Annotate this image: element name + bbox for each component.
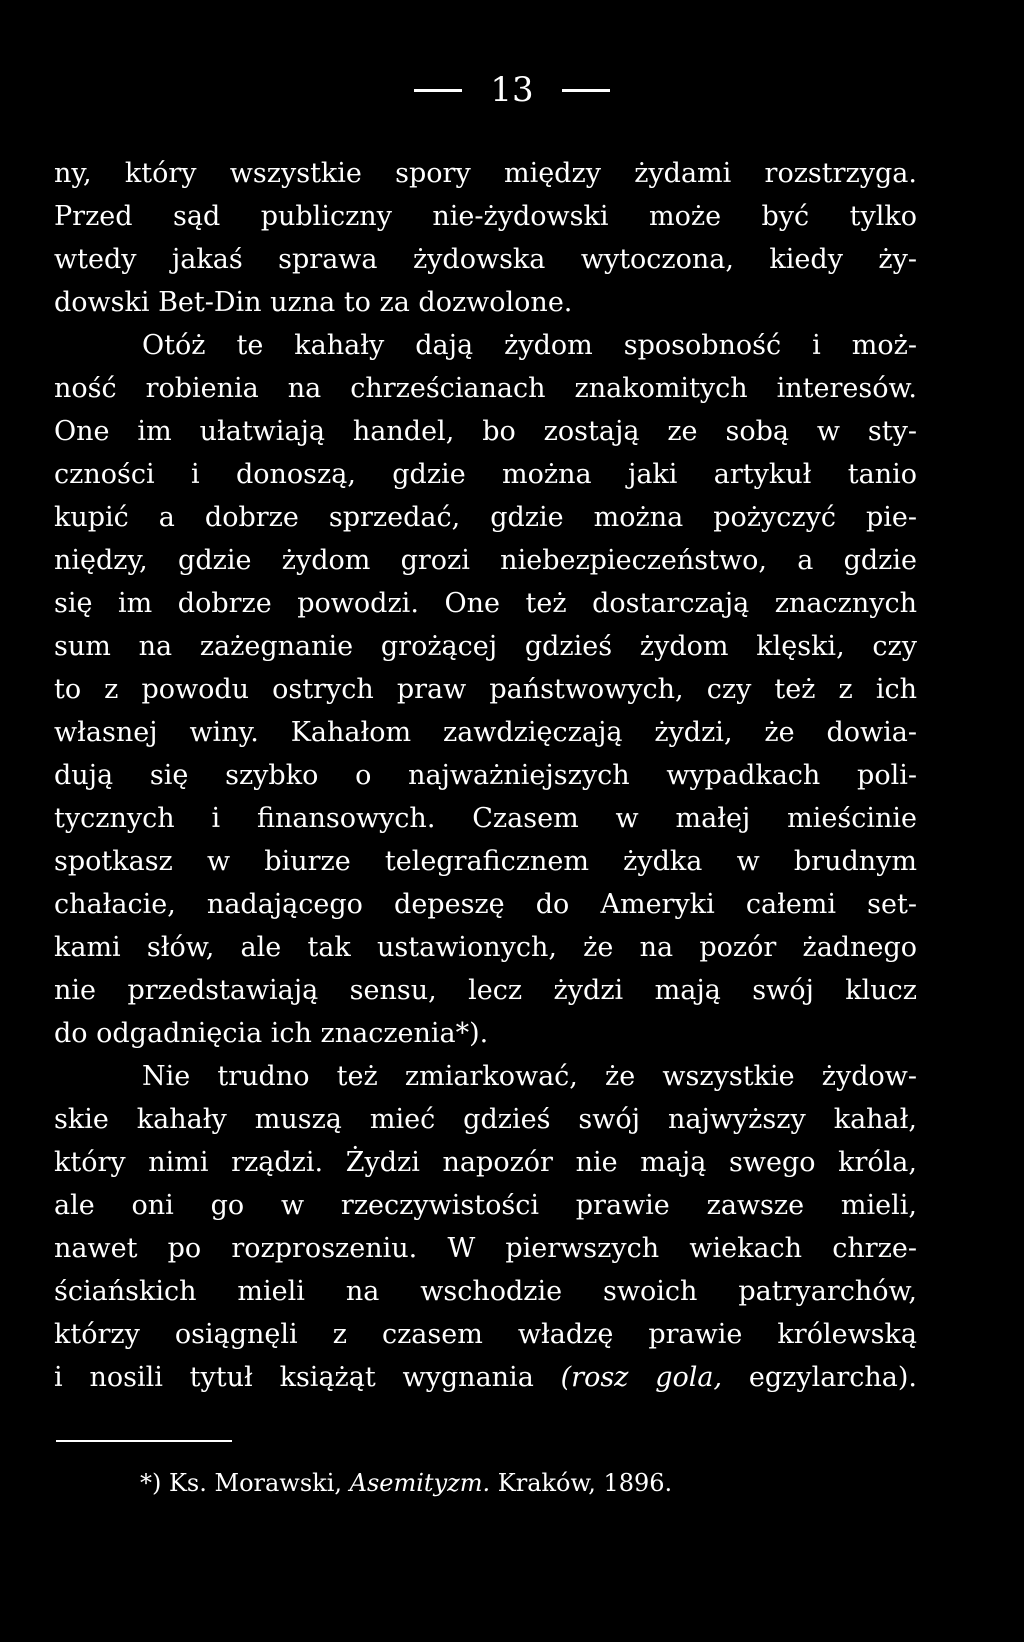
text-line: chałacie, nadającego depeszę do Ameryki całemi set- <box>54 889 917 920</box>
text-line: Przed sąd publiczny nie-żydowski może być tylko <box>54 201 917 232</box>
text-line: skie kahały muszą mieć gdzieś swój najwyższy kahał, <box>54 1104 917 1135</box>
text-line: Otóż te kahały dają żydom sposobność i moż- <box>142 330 917 361</box>
text-line: One im ułatwiają handel, bo zostają ze sobą w sty- <box>54 416 917 447</box>
right-dash <box>562 89 610 92</box>
final-text-line <box>54 1356 917 1399</box>
text-line: własnej winy. Kahałom zawdzięczają żydzi, że dowia- <box>54 717 917 748</box>
text-line: sum na zażegnanie grożącej gdzieś żydom klęski, czy <box>54 631 917 662</box>
text-line: kami słów, ale tak ustawionych, że na pozór żadnego <box>54 932 917 963</box>
footnote-rest: Kraków, 1896. <box>490 1469 673 1497</box>
final-line-start: i nosili tytuł książąt wygnania <box>54 1362 561 1393</box>
text-line: dują się szybko o najważniejszych wypadkach poli- <box>54 760 917 791</box>
footnote <box>140 1463 940 1503</box>
text-line: spotkasz w biurze telegraficznem żydka w brudnym <box>54 846 917 877</box>
text-line: którzy osiągnęli z czasem władzę prawie królewską <box>54 1319 917 1350</box>
text-line: ściańskich mieli na wschodzie swoich patryarchów, <box>54 1276 917 1307</box>
text-line: to z powodu ostrych praw państwowych, czy też z ich <box>54 674 917 705</box>
text-line: ność robienia na chrześcianach znakomitych interesów. <box>54 373 917 404</box>
footnote-marker: *) Ks. Morawski, <box>140 1469 350 1497</box>
text-line: czności i donoszą, gdzie można jaki artykuł tanio <box>54 459 917 490</box>
text-line: tycznych i finansowych. Czasem w małej mieścinie <box>54 803 917 834</box>
page-header <box>0 62 1024 118</box>
left-dash <box>414 89 462 92</box>
final-line-end: egzylarcha). <box>722 1362 918 1393</box>
final-line-italic: (rosz gola, <box>560 1362 723 1393</box>
text-line: ale oni go w rzeczywistości prawie zawsze mieli, <box>54 1190 917 1221</box>
footnote-title: Asemityzm. <box>349 1469 491 1497</box>
text-line: nie przedstawiają sensu, lecz żydzi mają swój klucz <box>54 975 917 1006</box>
page-number: 13 <box>490 70 534 110</box>
text-line: ny, który wszystkie spory między żydami rozstrzyga. <box>54 158 917 189</box>
text-line: który nimi rządzi. Żydzi napozór nie mają swego króla, <box>54 1147 917 1178</box>
body-text <box>54 152 917 1399</box>
text-line: dowski Bet-Din uzna to za dozwolone. <box>54 287 573 318</box>
text-line: niędzy, gdzie żydom grozi niebezpieczeństwo, a gdzie <box>54 545 917 576</box>
text-line: kupić a dobrze sprzedać, gdzie można pożyczyć pie- <box>54 502 917 533</box>
text-line: wtedy jakaś sprawa żydowska wytoczona, kiedy ży- <box>54 244 917 275</box>
footnote-divider <box>56 1440 232 1442</box>
text-line: nawet po rozproszeniu. W pierwszych wiekach chrze- <box>54 1233 917 1264</box>
text-line: Nie trudno też zmiarkować, że wszystkie żydow- <box>142 1061 917 1092</box>
text-line: do odgadnięcia ich znaczenia*). <box>54 1018 489 1049</box>
text-line: się im dobrze powodzi. One też dostarczają znacznych <box>54 588 917 619</box>
